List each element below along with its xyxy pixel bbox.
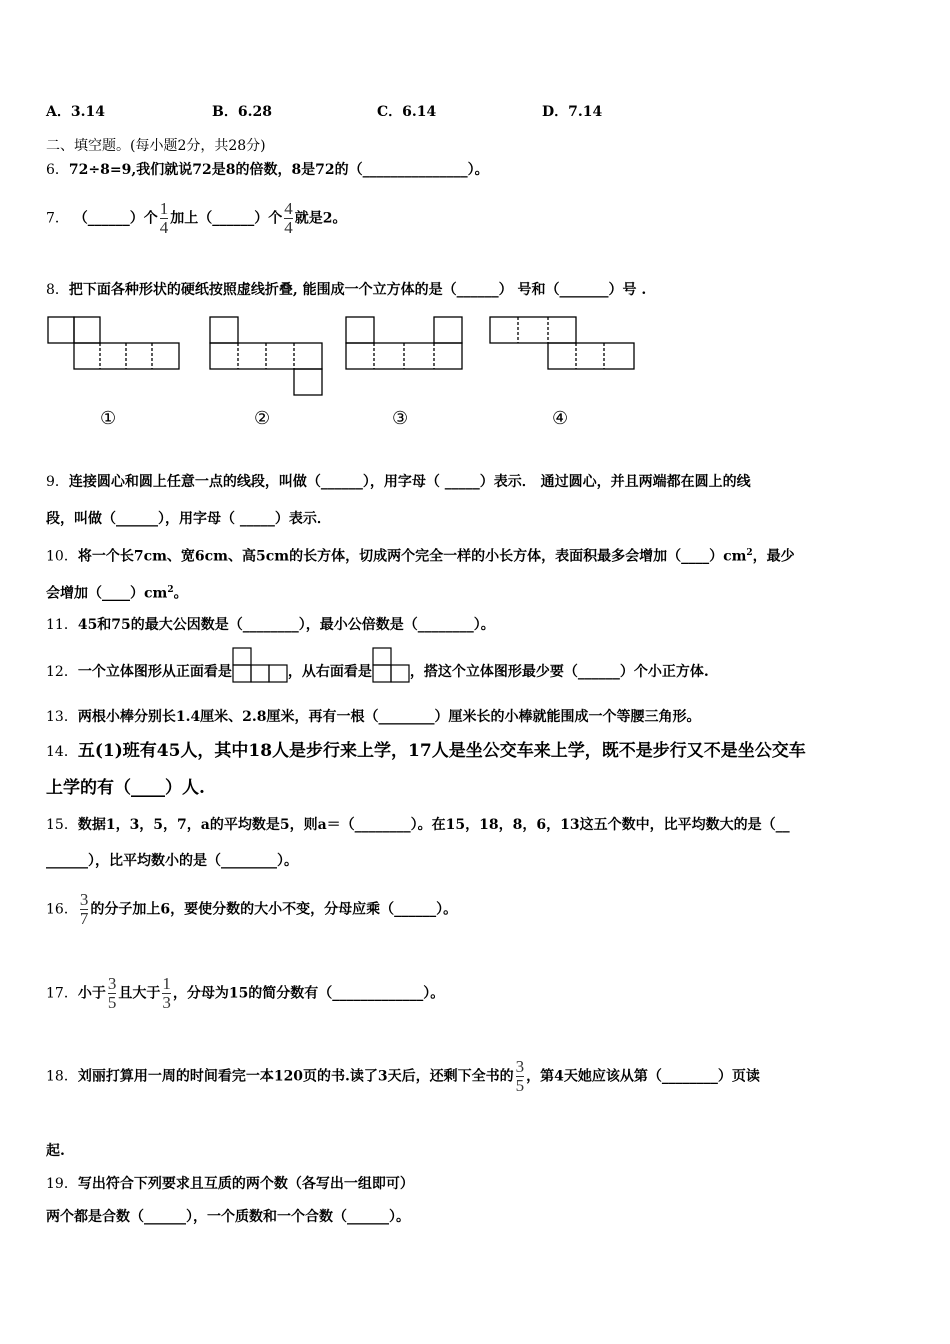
denominator: 3 [162,993,171,1012]
net-label-2: ② [254,408,271,429]
question-number: 8． [46,282,69,298]
question-number: 11． [46,617,78,633]
numerator: 3 [515,1057,525,1076]
question-18-line-1 [46,1058,760,1095]
question-text: 五(1)班有45人，其中18人是步行来上学，17人是坐公交车来上学，既不是步行又不是坐公交车 [77,741,806,761]
question-text-part: 就是2。 [294,210,347,227]
numerator: 3 [107,974,117,993]
fraction [80,891,89,928]
question-18-line-2: 起. [46,1143,65,1159]
question-text-part: 加上（______）个 [170,210,283,227]
question-text: 写出符合下列要求且互质的两个数（各写出一组即可） [77,1176,414,1192]
question-text: 把下面各种形状的硬纸按照虚线折叠, 能围成一个立方体的是（______） 号和（_______）号 . [68,282,647,298]
denominator: 4 [159,218,169,237]
question-13 [46,707,701,727]
question-14-line-2: 上学的有（____）人. [46,778,205,798]
fraction [516,1058,525,1095]
numerator: 4 [284,199,293,218]
fraction [162,975,171,1012]
question-text: 会增加（____）cm [46,585,168,602]
question-number: 10． [46,548,78,565]
question-11 [46,615,495,635]
denominator: 7 [79,909,89,928]
net-label-3: ③ [392,408,409,429]
numerator: 3 [79,890,89,909]
question-7 [46,200,347,237]
choice-a: A．3.14 [46,104,105,120]
question-text-part: 刘丽打算用一周的时间看完一本120页的书.读了3天后，还剩下全书的 [77,1068,514,1085]
question-10-line-2 [46,580,188,604]
question-text-part: 且大于 [118,985,161,1002]
question-19-line-2: 两个都是合数（______），一个质数和一个合数（______）。 [46,1209,410,1225]
question-number: 16． [46,901,78,918]
question-text: 两根小棒分别长1.4厘米、2.8厘米，再有一根（________）厘米长的小棒就能围成一个等腰三角形。 [77,709,701,725]
question-9-line-1 [46,472,751,492]
question-number: 14． [46,744,78,760]
question-text-part: （______）个 [73,210,158,227]
question-text: 数据1，3，5，7，a的平均数是5，则a＝（________）。在15，18，8，6，13这五个数中，比平均数大的是（__ [77,817,790,833]
question-text-part: ，第4天她应该从第（________）页读 [526,1068,760,1085]
net-1 [48,317,179,369]
question-8 [46,280,646,300]
superscript: 2 [746,548,753,558]
question-9-line-2: 段，叫做（______），用字母（ _____）表示． [46,511,331,527]
choice-b: B．6.28 [212,104,272,120]
cube-nets-figure [40,310,660,405]
question-number: 17． [46,985,78,1002]
net-label-1: ① [100,408,117,429]
question-text: 72÷8=9,我们就说72是8的倍数，8是72的（_______________）。 [68,162,489,178]
section-title: 二、填空题。(每小题2分，共28分) [46,138,266,154]
right-view-figure [372,647,410,683]
fraction [160,200,169,237]
choice-c: C．6.14 [377,104,437,120]
question-12 [46,661,709,683]
question-text: ，最少 [752,548,795,565]
numerator: 1 [162,974,171,993]
question-15-line-2: ______），比平均数小的是（________）。 [46,853,298,869]
denominator: 5 [107,993,117,1012]
fraction [108,975,117,1012]
question-text: 。 [173,585,188,602]
denominator: 5 [515,1076,525,1095]
net-label-4: ④ [552,408,569,429]
choice-d: D．7.14 [542,104,603,120]
question-number: 15． [46,817,78,833]
denominator: 4 [284,218,293,237]
question-14-line-1 [46,741,806,762]
fraction [284,200,293,237]
numerator: 1 [159,199,169,218]
question-text-part: ，搭这个立体图形最少要（______）个小正方体. [409,664,709,680]
superscript: 2 [167,585,174,595]
question-number: 12． [46,664,78,680]
question-17 [46,975,444,1012]
net-2 [210,317,322,395]
question-text: 45和75的最大公因数是（________），最小公倍数是（________）。 [77,617,495,633]
net-3 [346,317,462,369]
question-text-part: 一个立体图形从正面看是 [77,664,232,680]
question-number: 7． [46,210,69,227]
question-19-line-1 [46,1174,414,1194]
question-number: 19． [46,1176,78,1192]
question-text-part: ，分母为15的简分数有（_____________）。 [172,985,445,1002]
question-text: 的分子加上6，要使分数的大小不变，分母应乘（______）。 [90,901,458,918]
question-number: 18． [46,1068,78,1085]
question-number: 6． [46,162,69,178]
question-number: 13． [46,709,78,725]
question-text-part: ，从右面看是 [287,664,372,680]
question-16 [46,891,457,928]
question-number: 9． [46,474,69,490]
question-text: 连接圆心和圆上任意一点的线段，叫做（______），用字母（ _____）表示． 通过圆心，并且两端都在圆上的线 [68,474,751,490]
question-text-part: 小于 [77,985,106,1002]
question-10-line-1 [46,543,795,567]
question-15-line-1 [46,815,790,835]
front-view-figure [232,647,288,683]
net-4 [490,317,634,369]
question-text: 将一个长7cm、宽6cm、高5cm的长方体，切成两个完全一样的小长方体，表面积最多会增加（____）cm [77,548,747,565]
question-6 [46,160,489,180]
